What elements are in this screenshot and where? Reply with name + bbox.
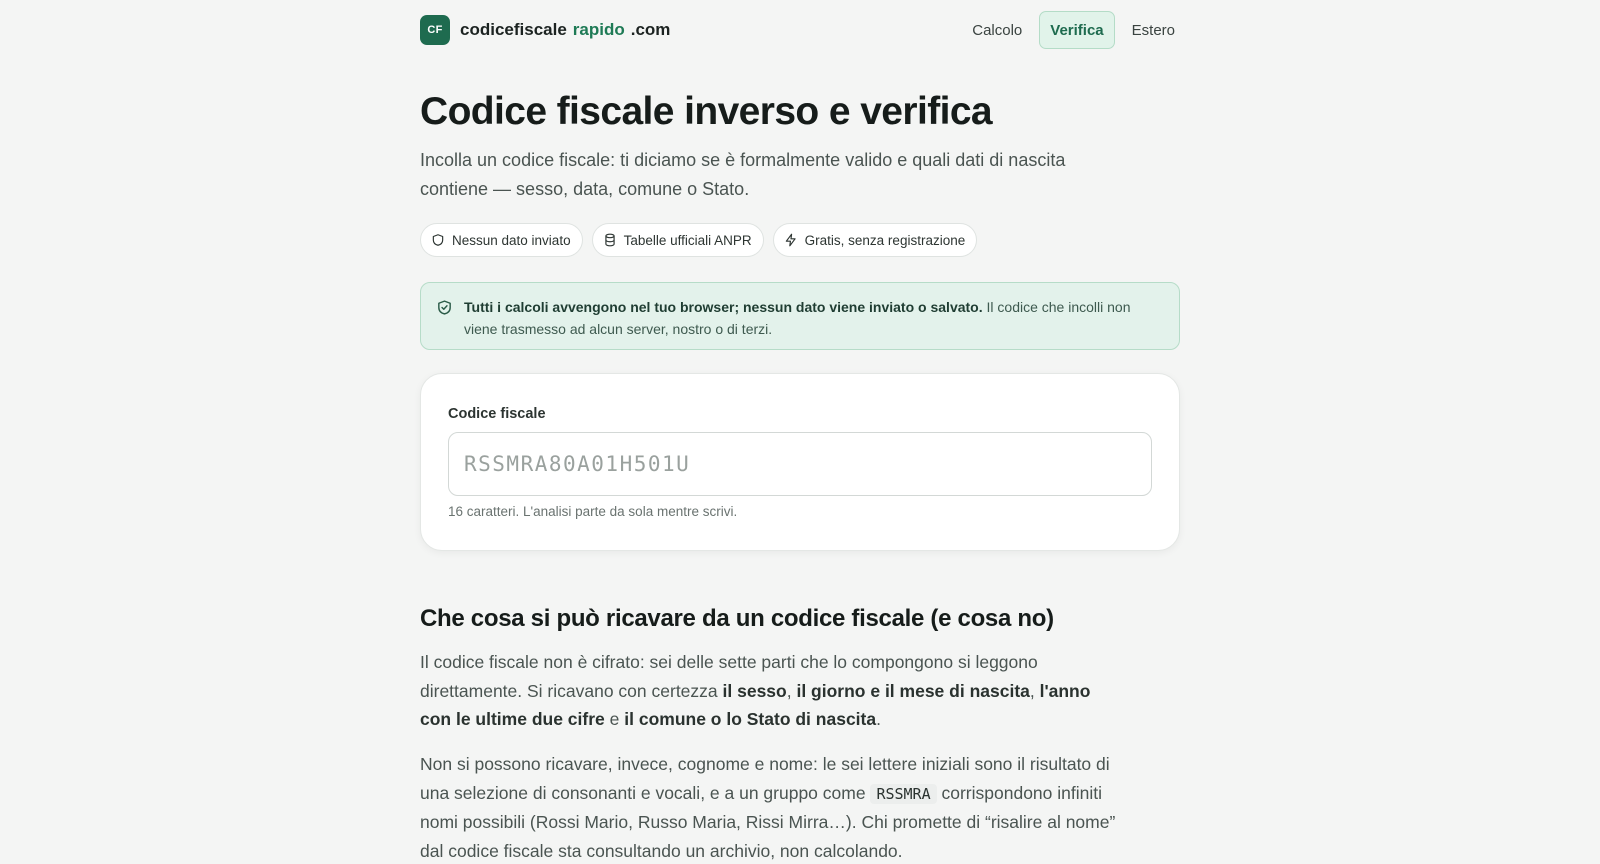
page-title: Codice fiscale inverso e verifica — [420, 90, 992, 133]
nav-item-verifica[interactable]: Verifica — [1039, 11, 1114, 49]
text-span: e — [604, 709, 625, 729]
database-icon — [603, 233, 617, 247]
bold-anno: l'anno con le ultime due cifre — [420, 680, 1091, 729]
cf-input-label: Codice fiscale — [448, 406, 546, 422]
privacy-notice-bold: Tutti i calcoli avvengono nel tuo browser; nessun dato viene inviato o salvato. — [464, 299, 983, 315]
top-bar — [0, 0, 1600, 62]
cf-input[interactable] — [448, 432, 1152, 496]
bold-giorno-mese: il giorno e il mese di nascita — [796, 680, 1030, 701]
shield-check-icon — [436, 299, 453, 316]
chip-free — [773, 223, 978, 257]
text-span: corrispondono infiniti nomi possibili (Rossi Mario, Russo Maria, Rissi Mirra…). Chi promette di “risalire al nome” dal codice fiscale sta consultando un archivio, non calcolando. — [420, 782, 1116, 861]
feature-chips — [420, 223, 986, 257]
chip-label: Tabelle ufficiali ANPR — [623, 232, 752, 248]
bold-comune: il comune o lo Stato di nascita — [624, 709, 877, 729]
brand-name — [460, 20, 670, 40]
shield-icon — [431, 233, 445, 247]
main-nav — [955, 11, 1186, 49]
section-paragraph-1 — [420, 648, 1120, 734]
page-lead: Incolla un codice fiscale: ti diciamo se è formalmente valido e quali dati di nascita contiene — sesso, data, comune o Stato. — [420, 150, 1066, 199]
text-span: Il codice fiscale non è cifrato: sei delle sette parti che lo compongono si leggono direttamente. Si ricavano con certezza — [420, 652, 1038, 701]
brand-name-part3: .com — [630, 20, 671, 39]
brand-name-part2: rapido — [572, 20, 625, 39]
cf-input-hint: 16 caratteri. L'analisi parte da sola mentre scrivi. — [448, 504, 738, 519]
text-span: , — [786, 680, 797, 701]
chip-no-data — [420, 223, 583, 257]
chip-label: Nessun dato inviato — [452, 232, 571, 248]
section-paragraph-2 — [420, 750, 1120, 864]
privacy-notice — [420, 282, 1180, 350]
code-example: RSSMRA — [870, 784, 936, 804]
chip-label: Gratis, senza registrazione — [804, 232, 966, 248]
brand-name-part1: codicefiscale — [460, 20, 567, 39]
brand-link[interactable] — [420, 15, 670, 45]
brand-logo: CF — [420, 15, 450, 45]
section-heading: Che cosa si può ricavare da un codice fiscale (e cosa no) — [420, 605, 1054, 632]
nav-item-estero[interactable]: Estero — [1131, 21, 1175, 39]
verify-form-card — [420, 373, 1180, 551]
text-span: Non si possono ricavare, invece, cognome e nome: le sei lettere iniziali sono il risultato di una selezione di consonanti e vocali, e a un gruppo come — [420, 754, 1110, 803]
nav-item-calcolo[interactable]: Calcolo — [972, 21, 1023, 39]
privacy-notice-text — [464, 296, 1164, 340]
bold-sesso: il sesso — [722, 680, 787, 701]
text-span: , — [1029, 680, 1040, 701]
lightning-icon — [784, 233, 798, 247]
text-span: . — [876, 709, 881, 729]
chip-anpr — [592, 223, 764, 257]
privacy-notice-rest: Il codice che incolli non viene trasmesso ad alcun server, nostro o di terzi. — [464, 299, 1131, 337]
